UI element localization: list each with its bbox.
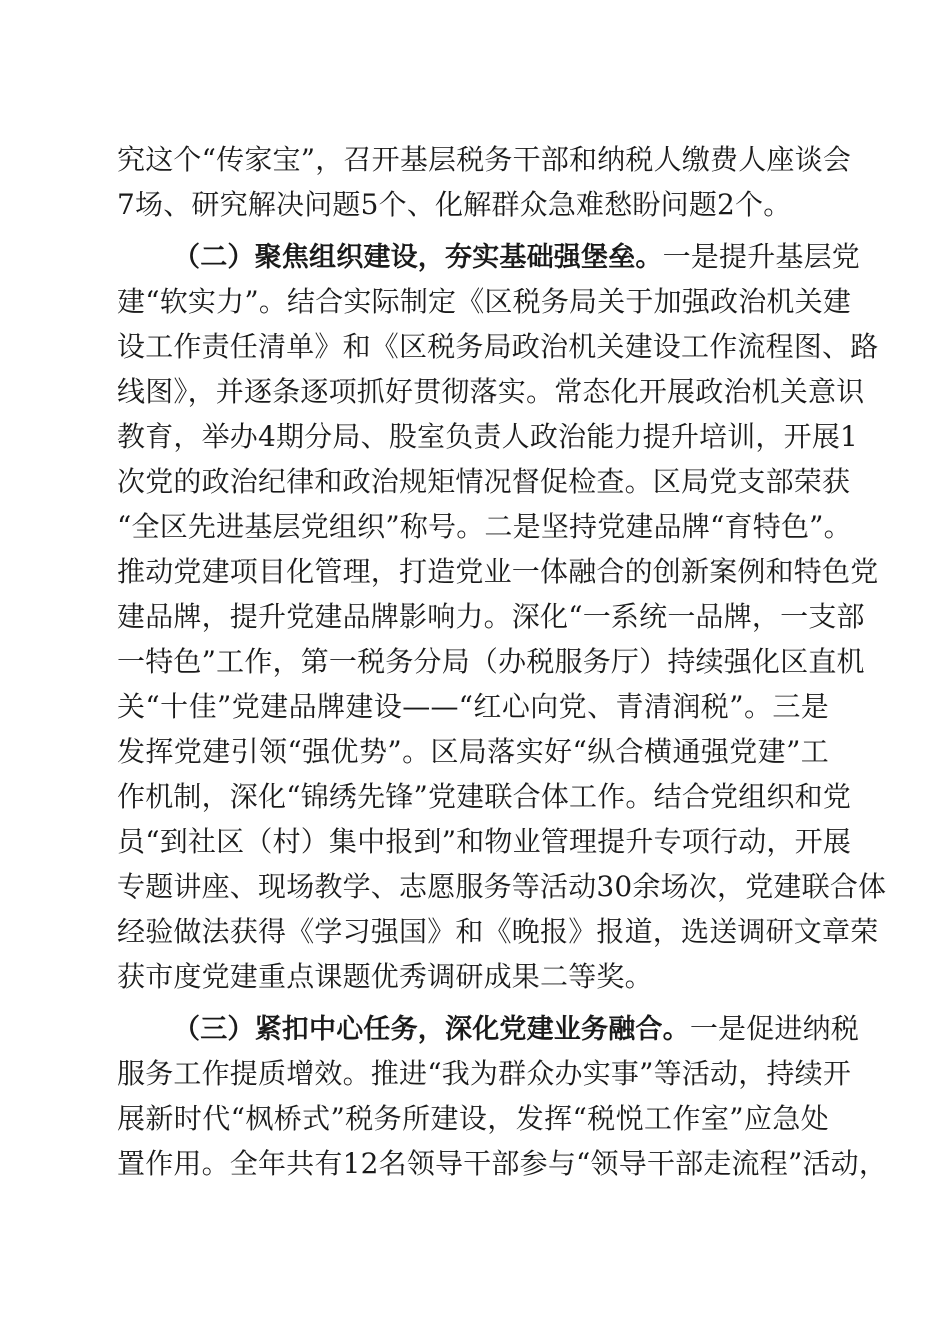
paragraph-line: 作机制，深化“锦绣先锋”党建联合体工作。结合党组织和党 <box>117 780 852 813</box>
paragraph-line: 获市度党建重点课题优秀调研成果二等奖。 <box>117 960 653 993</box>
paragraph-line: 服务工作提质增效。推进“我为群众办实事”等活动，持续开 <box>117 1057 852 1090</box>
section-heading: （二）聚焦组织建设，夯实基础强堡垒。 <box>173 242 663 273</box>
paragraph-line: 教育，举办4期分局、股室负责人政治能力提升培训，开展1 <box>117 420 859 453</box>
section-heading-line <box>173 235 861 279</box>
paragraph-line: 展新时代“枫桥式”税务所建设，发挥“税悦工作室”应急处 <box>117 1102 829 1135</box>
paragraph-line: 建品牌，提升党建品牌影响力。深化“一系统一品牌，一支部 <box>117 600 865 633</box>
paragraph-line: 建“软实力”。结合实际制定《区税务局关于加强政治机关建 <box>117 285 852 318</box>
paragraph-line: 7场、研究解决问题5个、化解群众急难愁盼问题2个。 <box>117 188 792 221</box>
paragraph-line: 专题讲座、现场教学、志愿服务等活动30余场次，党建联合体 <box>117 870 887 903</box>
section-heading: （三）紧扣中心任务，深化党建业务融合。 <box>173 1014 690 1045</box>
paragraph-line: 经验做法获得《学习强国》和《晚报》报道，选送调研文章荣 <box>117 915 879 948</box>
paragraph-line: 员“到社区（村）集中报到”和物业管理提升专项行动，开展 <box>117 825 852 858</box>
paragraph-line: 置作用。全年共有12名领导干部参与“领导干部走流程”活动， <box>117 1147 888 1180</box>
paragraph-line: 究这个“传家宝”，召开基层税务干部和纳税人缴费人座谈会 <box>117 143 852 176</box>
section-heading-line <box>173 1007 860 1051</box>
paragraph-line: 一特色”工作，第一税务分局（办税服务厅）持续强化区直机 <box>117 645 865 678</box>
paragraph-line: 关“十佳”党建品牌建设——“红心向党、青清润税”。三是 <box>117 690 829 723</box>
paragraph-line: 推动党建项目化管理，打造党业一体融合的创新案例和特色党 <box>117 555 879 588</box>
paragraph-line: “全区先进基层党组织”称号。二是坚持党建品牌“育特色”。 <box>117 510 852 543</box>
paragraph-line: 线图》，并逐条逐项抓好贯彻落实。常态化开展政治机关意识 <box>117 375 865 408</box>
paragraph-text: 一是提升基层党 <box>662 240 861 273</box>
paragraph-text: 一是促进纳税 <box>689 1012 860 1045</box>
paragraph-line: 次党的政治纪律和政治规矩情况督促检查。区局党支部荣获 <box>117 465 851 498</box>
paragraph-line: 发挥党建引领“强优势”。区局落实好“纵合横通强党建”工 <box>117 735 829 768</box>
paragraph-line: 设工作责任清单》和《区税务局政治机关建设工作流程图、路 <box>117 330 879 363</box>
